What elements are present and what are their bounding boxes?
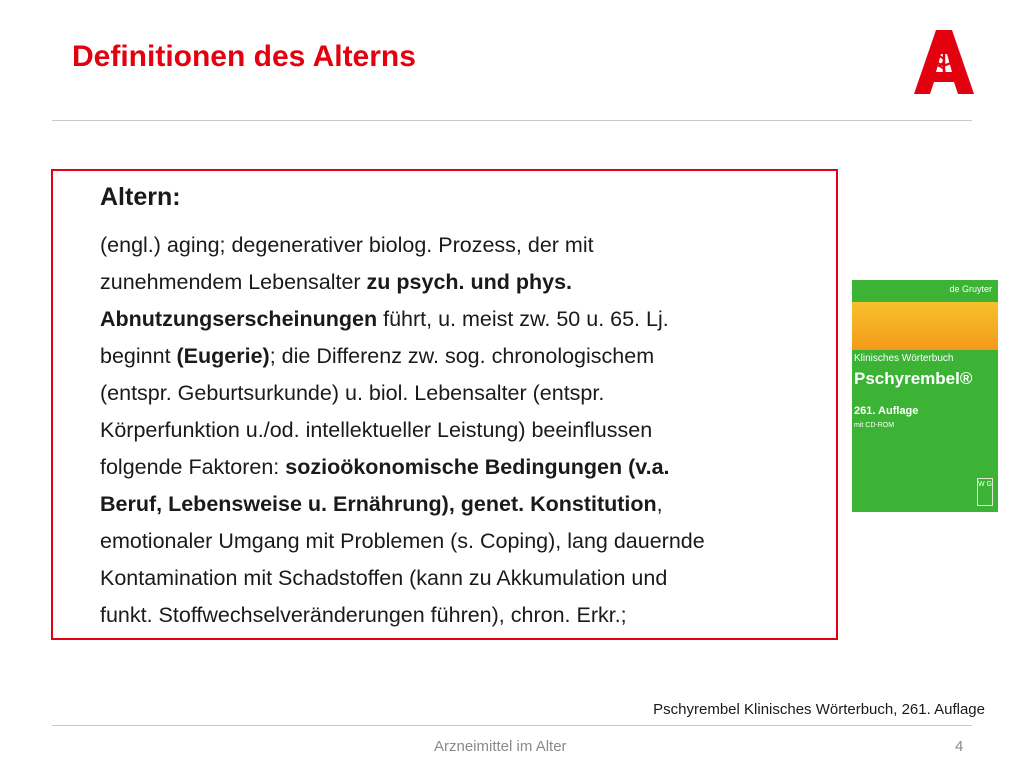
apotheke-a-logo-icon: [908, 26, 980, 98]
book-publisher: de Gruyter: [949, 284, 992, 294]
definition-line: [100, 338, 835, 375]
header-divider: [52, 120, 972, 121]
definition-line: [100, 560, 835, 597]
book-extra: mit CD-ROM: [854, 422, 895, 429]
definition-text-run: führt, u. meist zw. 50 u. 65. Lj.: [377, 307, 669, 331]
definition-bold-text: zu psych. und phys.: [366, 270, 573, 294]
footer-text: Arzneimittel im Alter: [434, 738, 567, 755]
source-citation: Pschyrembel Klinisches Wörterbuch, 261. Auflage: [653, 701, 985, 718]
definition-text-run: emotionaler Umgang mit Problemen (s. Coping), lang dauernde: [100, 529, 705, 553]
definition-text-run: ,: [656, 492, 663, 516]
definition-text-run: (engl.) aging; degenerativer biolog. Prozess, der mit: [100, 233, 594, 257]
definition-text-run: Körperfunktion u./od. intellektueller Leistung) beeinflussen: [100, 418, 653, 442]
definition-text: [100, 227, 835, 634]
definition-text-run: folgende Faktoren:: [100, 455, 286, 479]
definition-line: [100, 412, 835, 449]
definition-bold-text: Beruf, Lebensweise u. Ernährung), genet. Konstitution: [100, 492, 657, 516]
book-cover-band: [852, 302, 998, 350]
definition-line: [100, 449, 835, 486]
definition-bold-text: sozioökonomische Bedingungen (v.a.: [285, 455, 670, 479]
footer-divider: [52, 725, 972, 726]
definition-text-run: ; die Differenz zw. sog. chronologischem: [269, 344, 655, 368]
definition-text-run: beginnt: [100, 344, 177, 368]
definition-line: [100, 375, 835, 412]
definition-heading: Altern:: [100, 183, 181, 211]
definition-bold-text: Abnutzungserscheinungen: [100, 307, 378, 331]
book-cover-image: [852, 280, 998, 512]
definition-line: [100, 523, 835, 560]
slide-title: Definitionen des Alterns: [72, 40, 416, 73]
definition-line: [100, 227, 835, 264]
definition-text-run: Kontamination mit Schadstoffen (kann zu Akkumulation und: [100, 566, 668, 590]
definition-line: [100, 597, 835, 634]
book-name: Pschyrembel®: [854, 369, 973, 388]
definition-line: [100, 264, 835, 301]
book-edition: 261. Auflage: [854, 405, 919, 417]
definition-line: [100, 486, 835, 523]
definition-text-run: funkt. Stoffwechselveränderungen führen), chron. Erkr.;: [100, 603, 627, 627]
page-number: 4: [955, 738, 964, 755]
definition-text-run: (entspr. Geburtsurkunde) u. biol. Lebensalter (entspr.: [100, 381, 605, 405]
book-subtitle: Klinisches Wörterbuch: [854, 353, 954, 364]
definition-text-run: zunehmendem Lebensalter: [100, 270, 367, 294]
definition-bold-text: (Eugerie): [176, 344, 270, 368]
definition-line: [100, 301, 835, 338]
book-spine-logo: W G: [977, 478, 993, 506]
